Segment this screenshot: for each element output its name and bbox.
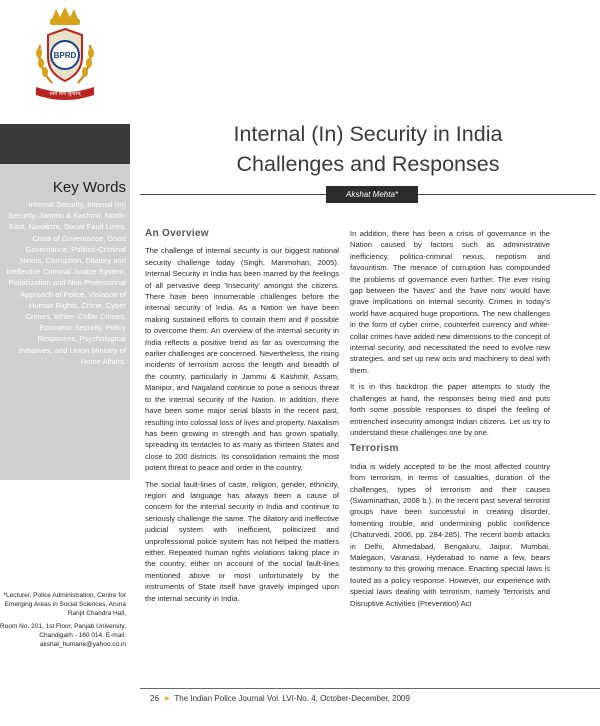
paragraph: The challenge of internal security is our biggest national security challenge today (Singh, Manmohan, 2005). Internal Security in India has been marred by the feelings of all pervasive deep 'Insecurity' amongst the citizens. There have been innumerable challenges before the internal security of India. As a Nation we have been making sustained efforts to contain them and if possible to overcome them. An overview of the internal security in India reflects a positive trend as far as overcoming the earlier challenges are concerned. Nevertheless, the rising incidents of terrorism across the length and breadth of the country, particularly in Jammu & Kashmir, Assam, Manipur, and Nagaland continue to pose a serious threat to the internal security of the Nation. In addition, there have been some major serial blasts in the recent past, resulting into colossal loss of lives and property. Naxalism has been growing in strength and has grown spatially, spreading its tentacles to as many as thirteen States and close to 200 districts. Its consolidation remains the most potent threat to peace and order in the country. [145,246,339,473]
left-column [145,228,339,609]
footnote-address: Room No. 201, 1st Floor, Panjab University, Chandigarh - 160 014. E-mail: akshat_humane@yahoo.co.in [0,623,126,648]
footer-text [150,694,410,703]
paragraph: The social fault-lines of caste, religion, gender, ethnicity, region and language has always been a cause of concern for the internal security in India and continue to seriously challenge the same. The dilatory and ineffective judicial system with inefficient, politicized and unprofessional police system has not helped the matters either. Repeated human rights violations taking place in the country, either on account of the social fault-lines mentioned above or most unfortunately by the instruments of State itself have gravely impinged upon the internal security in India. [145,479,339,603]
logo-text: BPRD [53,51,77,60]
article-title [140,119,596,179]
author-name: Akshat Mehta* [326,186,418,203]
logo-caption: सत्यं शिवं सुन्दरम् [49,91,81,97]
journal-citation: The Indian Police Journal Vol. LVI-No. 4, October-December, 2009 [174,694,410,703]
author-bar [140,186,596,204]
right-column [350,228,550,614]
paragraph: It is in this backdrop the paper attempts to study the challenges at hand, the responses being tried and puts forth some possible responses to dispel the feeling of entrenched insecurity amongst Indian citizens. Let us try to understand these challenges one by one. [350,382,550,437]
author-footnote [0,591,126,653]
title-line-2: Challenges and Responses [236,152,500,176]
section-heading-overview: An Overview [145,228,209,239]
sidebar [0,0,130,726]
keywords-list: Internal Security, Internal (In) Security, Jammu & Kashmir, North-East, Naxalism, Social Fault Lines, Crisis of Governance, Good Governance, Politico-Criminal Nexus, Corruption, Dilatory and Ineffective Criminal Justice System, Politicization and Non-Professional Approach of Police, Violation of Human Rights, Crime, Cyber Crimes, White- Collar Crimes, Economic Security, Policy Responses, Psychological Initiatives, and Union Ministry of Home Affairs. [6,200,126,366]
footer-rule [140,688,600,689]
paragraph: India is widely accepted to be the most affected country from terrorism, in terms of casualties, duration of the challenges, types of terrorism and their causes (Swaminathan, 2008 b.). In the recent past several terrorist groups have been successful in creating disorder, fomenting trouble, and undermining public confidence (Chaturvedi, 2006, pp. 284-285). The recent bomb attacks in Delhi, Ahmedabad, Bengaluru, Jaipur, Mumbai, Malegaon, Varanasi, Hyderabad to name a few, bears testimony to this growing menace. Enacting special laws is touted as a policy response. However, our experience with special laws dealing with terrorism, namely Terrorists and Disruptive Activities (Prevention) Act [350,461,550,608]
title-line-1: Internal (In) Security in India [233,122,503,146]
page-number: 26 [150,694,159,703]
section-heading-terrorism: Terrorism [350,443,399,455]
page-footer [140,688,600,710]
bprd-logo-icon [22,5,108,105]
sidebar-dark-band [0,124,130,164]
paragraph: In addition, there has been a crisis of governance in the Nation caused by factors such as administrative inefficiency, politico-criminal nexus, nepotism and favouritism. The menace of corruption has compounded the problems of governance even further. The ever rising gap between the 'haves' and the 'have nots' would have grave implications on internal security. Crimes in today's world have acquired huge proportions. The new challenges in the form of cyber crime, counterfeit currency and white-collar crimes have added new dimensions to the concept of internal security, and necessitated the need to evolve new strategies, and set up new acts and machinery to deal with them. [350,229,550,375]
chevron-right-icon: ➤ [161,694,173,703]
footnote-affiliation: *Lecturer, Police Administration, Centre for Emerging Areas in Social Sciences, Aruna Ranjit Chandra Hall, [3,592,126,617]
keywords-title: Key Words [52,179,126,196]
